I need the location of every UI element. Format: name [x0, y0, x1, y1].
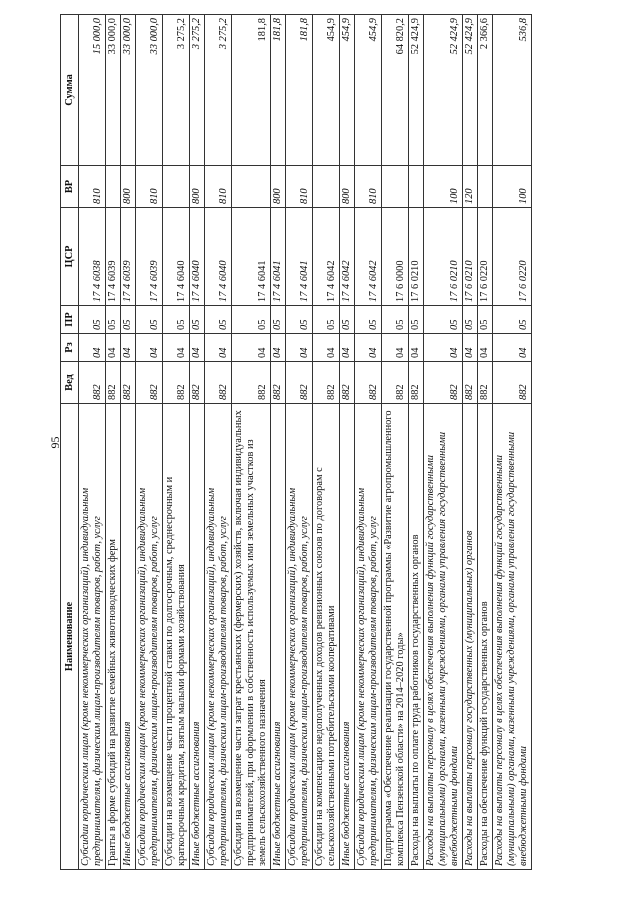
cell-vr — [382, 166, 409, 208]
header-name: Наименование — [61, 404, 79, 870]
cell-rz: 04 — [313, 334, 340, 362]
cell-sum: 33 000,0 — [106, 15, 121, 166]
cell-pr: 05 — [205, 306, 232, 334]
cell-pr: 05 — [355, 306, 382, 334]
cell-pr: 05 — [232, 306, 271, 334]
cell-ved: 882 — [340, 362, 355, 404]
cell-rz: 04 — [232, 334, 271, 362]
cell-csr: 17 4 6042 — [355, 208, 382, 306]
header-csr: ЦСР — [61, 208, 79, 306]
cell-ved: 882 — [106, 362, 121, 404]
table-row — [478, 15, 493, 870]
cell-pr: 05 — [79, 306, 106, 334]
cell-rz: 04 — [190, 334, 205, 362]
cell-sum: 181,8 — [271, 15, 286, 166]
table-row — [190, 15, 205, 870]
cell-ved: 882 — [286, 362, 313, 404]
cell-name: Субсидии на компенсацию недополученных доходов ревизионных союзов по договорам с сельскохозяйственными потребительскими кооперативами — [313, 404, 340, 870]
cell-pr: 05 — [463, 306, 478, 334]
cell-csr: 17 4 6042 — [340, 208, 355, 306]
cell-sum: 454,9 — [313, 15, 340, 166]
cell-csr: 17 4 6041 — [271, 208, 286, 306]
table-row — [313, 15, 340, 870]
cell-csr: 17 6 0210 — [463, 208, 478, 306]
cell-name: Расходы на выплаты персоналу в целях обеспечения выполнения функций государственными (муниципальными) органами, казенными учреждениями, органами управления государственными внебюджетными фондами — [424, 404, 463, 870]
cell-pr: 05 — [121, 306, 136, 334]
cell-ved: 882 — [493, 362, 532, 404]
cell-vr: 810 — [355, 166, 382, 208]
cell-sum: 454,9 — [355, 15, 382, 166]
cell-name: Субсидии юридическим лицам (кроме некоммерческих организаций), индивидуальным предпринимателям, физическим лицам-производителям товаров, работ, услуг — [205, 404, 232, 870]
cell-vr: 810 — [136, 166, 163, 208]
cell-rz: 04 — [478, 334, 493, 362]
cell-sum: 33 000,0 — [121, 15, 136, 166]
cell-ved: 882 — [163, 362, 190, 404]
cell-name: Субсидии на возмещение части затрат крестьянских (фермерских) хозяйств, включая индивидуальных предпринимателей, при оформлении в собственность используемых ими земельных участков из земель сельскохозяйственного назначения — [232, 404, 271, 870]
cell-rz: 04 — [424, 334, 463, 362]
table-row — [163, 15, 190, 870]
cell-csr: 17 4 6040 — [190, 208, 205, 306]
budget-table — [60, 14, 532, 870]
cell-ved: 882 — [313, 362, 340, 404]
cell-vr: 800 — [190, 166, 205, 208]
table-row — [382, 15, 409, 870]
cell-vr — [163, 166, 190, 208]
cell-rz: 04 — [493, 334, 532, 362]
cell-rz: 04 — [205, 334, 232, 362]
table-row — [106, 15, 121, 870]
cell-rz: 04 — [382, 334, 409, 362]
cell-rz: 04 — [163, 334, 190, 362]
page-number: 95 — [48, 436, 62, 449]
header-rz: Рз — [61, 334, 79, 362]
table-row — [463, 15, 478, 870]
cell-rz: 04 — [121, 334, 136, 362]
header-row — [61, 15, 79, 870]
cell-name: Субсидии юридическим лицам (кроме некоммерческих организаций), индивидуальным предпринимателям, физическим лицам-производителям товаров, работ, услуг — [355, 404, 382, 870]
cell-vr: 800 — [340, 166, 355, 208]
cell-name: Расходы на выплаты персоналу в целях обеспечения выполнения функций государственными (муниципальными) органами, казенными учреждениями, органами управления государственными внебюджетными фондами — [493, 404, 532, 870]
cell-pr: 05 — [286, 306, 313, 334]
table-row — [136, 15, 163, 870]
cell-rz: 04 — [463, 334, 478, 362]
cell-csr: 17 4 6038 — [79, 208, 106, 306]
cell-pr: 05 — [271, 306, 286, 334]
cell-rz: 04 — [106, 334, 121, 362]
cell-pr: 05 — [409, 306, 424, 334]
cell-vr: 100 — [493, 166, 532, 208]
cell-sum: 2 366,6 — [478, 15, 493, 166]
cell-rz: 04 — [355, 334, 382, 362]
cell-name: Субсидии юридическим лицам (кроме некоммерческих организаций), индивидуальным предпринимателям, физическим лицам-производителям товаров, работ, услуг — [286, 404, 313, 870]
cell-vr — [478, 166, 493, 208]
cell-sum: 536,8 — [493, 15, 532, 166]
cell-pr: 05 — [340, 306, 355, 334]
cell-pr: 05 — [493, 306, 532, 334]
table-row — [232, 15, 271, 870]
cell-sum: 3 275,2 — [205, 15, 232, 166]
table-row — [205, 15, 232, 870]
cell-vr: 810 — [286, 166, 313, 208]
cell-sum: 3 275,2 — [190, 15, 205, 166]
table-row — [493, 15, 532, 870]
cell-csr: 17 6 0000 — [382, 208, 409, 306]
cell-pr: 05 — [106, 306, 121, 334]
cell-sum: 52 424,9 — [409, 15, 424, 166]
cell-name: Субсидии на возмещение части процентной ставки по долгосрочным, среднесрочным и краткосрочным кредитам, взятым малыми формами хозяйствования — [163, 404, 190, 870]
cell-sum: 15 000,0 — [79, 15, 106, 166]
cell-csr: 17 4 6042 — [313, 208, 340, 306]
header-pr: ПР — [61, 306, 79, 334]
cell-ved: 882 — [232, 362, 271, 404]
cell-sum: 454,9 — [340, 15, 355, 166]
table-row — [271, 15, 286, 870]
header-ved: Вед — [61, 362, 79, 404]
cell-name: Субсидии юридическим лицам (кроме некоммерческих организаций), индивидуальным предпринимателям, физическим лицам-производителям товаров, работ, услуг — [79, 404, 106, 870]
table-row — [121, 15, 136, 870]
cell-sum: 52 424,9 — [424, 15, 463, 166]
cell-sum: 33 000,0 — [136, 15, 163, 166]
cell-ved: 882 — [121, 362, 136, 404]
cell-name: Иные бюджетные ассигнования — [340, 404, 355, 870]
cell-vr — [409, 166, 424, 208]
cell-pr: 05 — [136, 306, 163, 334]
header-sum: Сумма — [61, 15, 79, 166]
table-row — [340, 15, 355, 870]
cell-vr: 810 — [79, 166, 106, 208]
cell-sum: 181,8 — [286, 15, 313, 166]
cell-pr: 05 — [190, 306, 205, 334]
cell-pr: 05 — [424, 306, 463, 334]
cell-sum: 52 424,9 — [463, 15, 478, 166]
cell-vr — [106, 166, 121, 208]
cell-pr: 05 — [478, 306, 493, 334]
cell-rz: 04 — [409, 334, 424, 362]
table-row — [355, 15, 382, 870]
cell-csr: 17 4 6039 — [106, 208, 121, 306]
cell-vr: 810 — [205, 166, 232, 208]
cell-csr: 17 6 0210 — [409, 208, 424, 306]
cell-name: Иные бюджетные ассигнования — [121, 404, 136, 870]
cell-csr: 17 4 6041 — [286, 208, 313, 306]
cell-csr: 17 6 0210 — [424, 208, 463, 306]
cell-vr: 800 — [271, 166, 286, 208]
table-row — [424, 15, 463, 870]
rotated-page — [48, 15, 529, 870]
cell-pr: 05 — [313, 306, 340, 334]
cell-name: Расходы на обеспечение функций государственных органов — [478, 404, 493, 870]
cell-ved: 882 — [478, 362, 493, 404]
cell-vr — [313, 166, 340, 208]
cell-ved: 882 — [409, 362, 424, 404]
cell-name: Расходы на выплаты по оплате труда работников государственных органов — [409, 404, 424, 870]
table-row — [286, 15, 313, 870]
cell-rz: 04 — [271, 334, 286, 362]
cell-csr: 17 6 0220 — [493, 208, 532, 306]
cell-name: Иные бюджетные ассигнования — [271, 404, 286, 870]
cell-rz: 04 — [340, 334, 355, 362]
cell-ved: 882 — [424, 362, 463, 404]
cell-sum: 3 275,2 — [163, 15, 190, 166]
cell-csr: 17 4 6039 — [136, 208, 163, 306]
cell-ved: 882 — [136, 362, 163, 404]
cell-vr — [232, 166, 271, 208]
cell-rz: 04 — [79, 334, 106, 362]
cell-ved: 882 — [382, 362, 409, 404]
cell-name: Подпрограмма «Обеспечение реализации государственной программы «Развитие агропромышленного комплекса Пензенской области» на 2014–2020 годы» — [382, 404, 409, 870]
cell-pr: 05 — [163, 306, 190, 334]
cell-name: Гранты в форме субсидий на развитие семейных животноводческих ферм — [106, 404, 121, 870]
cell-rz: 04 — [136, 334, 163, 362]
cell-name: Иные бюджетные ассигнования — [190, 404, 205, 870]
header-vr: ВР — [61, 166, 79, 208]
cell-csr: 17 4 6039 — [121, 208, 136, 306]
cell-ved: 882 — [271, 362, 286, 404]
cell-ved: 882 — [463, 362, 478, 404]
cell-csr: 17 4 6041 — [232, 208, 271, 306]
cell-rz: 04 — [286, 334, 313, 362]
cell-vr: 100 — [424, 166, 463, 208]
cell-vr: 120 — [463, 166, 478, 208]
cell-sum: 181,8 — [232, 15, 271, 166]
cell-csr: 17 4 6040 — [205, 208, 232, 306]
cell-ved: 882 — [205, 362, 232, 404]
cell-name: Субсидии юридическим лицам (кроме некоммерческих организаций), индивидуальным предпринимателям, физическим лицам-производителям товаров, работ, услуг — [136, 404, 163, 870]
cell-ved: 882 — [79, 362, 106, 404]
table-row — [79, 15, 106, 870]
cell-csr: 17 6 0220 — [478, 208, 493, 306]
cell-pr: 05 — [382, 306, 409, 334]
table-row — [409, 15, 424, 870]
cell-sum: 64 820,2 — [382, 15, 409, 166]
cell-ved: 882 — [190, 362, 205, 404]
cell-ved: 882 — [355, 362, 382, 404]
cell-name: Расходы на выплаты персоналу государственных (муниципальных) органов — [463, 404, 478, 870]
cell-csr: 17 4 6040 — [163, 208, 190, 306]
cell-vr: 800 — [121, 166, 136, 208]
